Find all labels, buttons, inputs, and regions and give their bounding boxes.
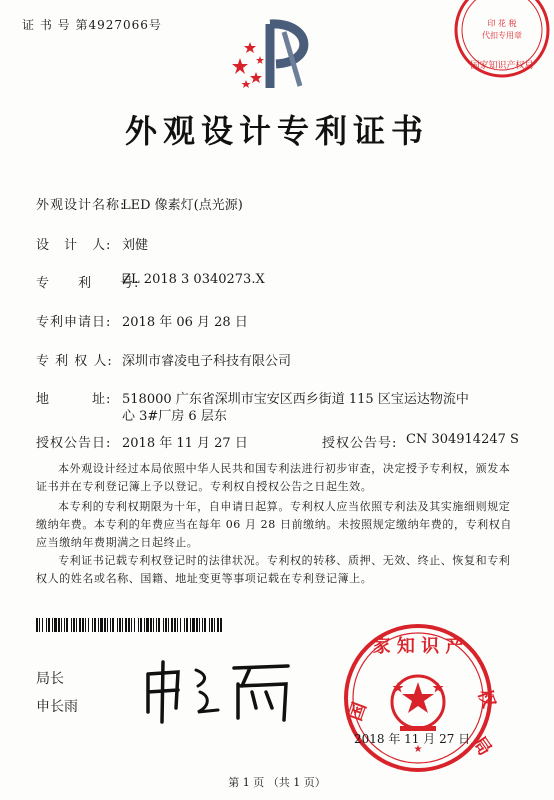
- barcode-bar: [52, 618, 53, 632]
- svg-text:国: 国: [344, 699, 371, 724]
- barcode-bar: [46, 618, 47, 632]
- barcode-bar: [76, 618, 77, 632]
- barcode-bar: [220, 618, 222, 632]
- barcode-bar: [134, 618, 135, 632]
- cnipa-official-seal: [342, 622, 500, 774]
- barcode-bar: [177, 618, 178, 632]
- barcode-bar: [66, 618, 68, 632]
- barcode-bar: [100, 618, 103, 632]
- svg-text:代扣专用章: 代扣专用章: [482, 31, 522, 40]
- barcode-bar: [146, 618, 149, 632]
- barcode-bar: [171, 618, 173, 632]
- patentee-label: 专 利 权 人:: [36, 354, 113, 369]
- paragraph-grant: 本外观设计经过本局依照中华人民共和国专利法进行初步审查，决定授予专利权，颁发本证书并在专利登记簿上予以登记。专利权自授权公告之日起生效。: [36, 462, 511, 493]
- director-name: 申长雨: [36, 699, 78, 715]
- barcode-bar: [211, 618, 213, 632]
- barcode-bar: [107, 618, 108, 632]
- barcode-bar: [42, 618, 43, 632]
- grant-no-label: 授权公告号:: [322, 436, 398, 451]
- barcode-bar: [128, 618, 130, 632]
- patent-no-label: 专 利 号:: [36, 276, 140, 291]
- barcode-bar: [184, 618, 185, 632]
- barcode-bar: [36, 618, 38, 632]
- barcode-bar: [190, 618, 191, 632]
- patent-no-value: ZL 2018 3 0340273.X: [122, 272, 265, 287]
- barcode-bar: [199, 618, 200, 632]
- barcode-bar: [131, 618, 132, 632]
- barcode-bar: [71, 618, 72, 632]
- barcode-bar: [158, 618, 160, 632]
- svg-text:权: 权: [473, 686, 500, 711]
- director-title: 局长: [36, 671, 64, 687]
- barcode-bar: [144, 618, 145, 632]
- barcode-bar: [217, 618, 219, 632]
- design-name-label: 外观设计名称:: [36, 198, 126, 213]
- filing-date-label: 专利申请日:: [36, 315, 112, 330]
- barcode-bar: [209, 618, 210, 632]
- barcode-bar: [174, 618, 176, 632]
- designer-label: 设 计 人:: [36, 238, 112, 253]
- barcode-bar: [39, 618, 40, 632]
- barcode-bar: [156, 618, 157, 632]
- barcode-bar: [82, 618, 84, 632]
- barcode-bar: [165, 618, 167, 632]
- address-label: 地 址:: [36, 392, 112, 407]
- barcode-bar: [94, 618, 96, 632]
- designer-value: 刘健: [122, 238, 149, 253]
- barcode-bar: [64, 618, 65, 632]
- svg-text:家 知 识 产: 家 知 识 产: [372, 636, 464, 657]
- barcode-bar: [61, 618, 62, 632]
- paragraph-term: 本专利的专利权期限为十年，自申请日起算。专利权人应当依照专利法及其实施细则规定缴纳年费。本专利的年费应当在每年 06 月 28 日前缴纳。未按照规定缴纳年费的，专利权自应当缴纳年费期满之日起终止。: [36, 500, 512, 549]
- filing-date-value: 2018 年 06 月 28 日: [122, 315, 248, 330]
- barcode-bar: [104, 618, 106, 632]
- svg-text:印 花 税: 印 花 税: [487, 19, 517, 28]
- barcode-bar: [58, 618, 60, 632]
- barcode-bar: [140, 618, 142, 632]
- barcode-bar: [119, 618, 121, 632]
- barcode-bar: [168, 618, 169, 632]
- barcode-bar: [214, 618, 215, 632]
- barcode-bar: [186, 618, 188, 632]
- grant-date-label: 授权公告日:: [36, 436, 112, 451]
- barcode-bar: [202, 618, 203, 632]
- seal-date: 2018 年 11 月 27 日: [354, 732, 471, 746]
- barcode-bar: [92, 618, 93, 632]
- svg-text:国家知识产权局: 国家知识产权局: [470, 61, 534, 71]
- cnipa-logo-icon: [232, 12, 322, 98]
- barcode-bar: [150, 618, 152, 632]
- barcode-bar: [85, 618, 86, 632]
- barcode-bar: [192, 618, 195, 632]
- svg-text:★: ★: [413, 744, 423, 755]
- address-line2: 心 3#厂房 6 层东: [122, 409, 227, 424]
- barcode-bar: [196, 618, 198, 632]
- agency-seal-stamp: [444, 0, 554, 96]
- barcode-bar: [54, 618, 57, 632]
- barcode-bar: [48, 618, 50, 632]
- page-footer: 第 1 页 （共 1 页）: [228, 776, 326, 789]
- barcode-bar: [153, 618, 154, 632]
- document-title: 外观设计专利证书: [124, 112, 429, 150]
- barcode-bar: [163, 618, 164, 632]
- barcode-bar: [122, 618, 123, 632]
- barcode-bar: [138, 618, 139, 632]
- barcode: [36, 618, 224, 632]
- barcode-bar: [180, 618, 181, 632]
- barcode-bar: [204, 618, 206, 632]
- barcode-bar: [125, 618, 127, 632]
- grant-no-value: CN 304914247 S: [406, 432, 519, 447]
- design-name-value: LED 像素灯(点光源): [122, 198, 243, 213]
- barcode-bar: [98, 618, 99, 632]
- certificate-number: 证 书 号 第4927066号: [22, 18, 162, 32]
- address-line1: 518000 广东省深圳市宝安区西乡街道 115 区宝运达物流中: [122, 392, 469, 407]
- svg-text:局: 局: [467, 732, 496, 760]
- patentee-value: 深圳市睿凌电子科技有限公司: [122, 354, 292, 369]
- barcode-bar: [112, 618, 114, 632]
- barcode-bar: [88, 618, 89, 632]
- barcode-bar: [110, 618, 111, 632]
- grant-date-value: 2018 年 11 月 27 日: [122, 436, 248, 451]
- barcode-bar: [117, 618, 118, 632]
- barcode-bar: [73, 618, 75, 632]
- director-signature: [138, 656, 298, 726]
- barcode-bar: [79, 618, 81, 632]
- paragraph-legal-status: 专利证书记载专利权登记时的法律状况。专利权的转移、质押、无效、终止、恢复和专利权人的姓名或名称、国籍、地址变更等事项记载在专利登记簿上。: [36, 554, 511, 585]
